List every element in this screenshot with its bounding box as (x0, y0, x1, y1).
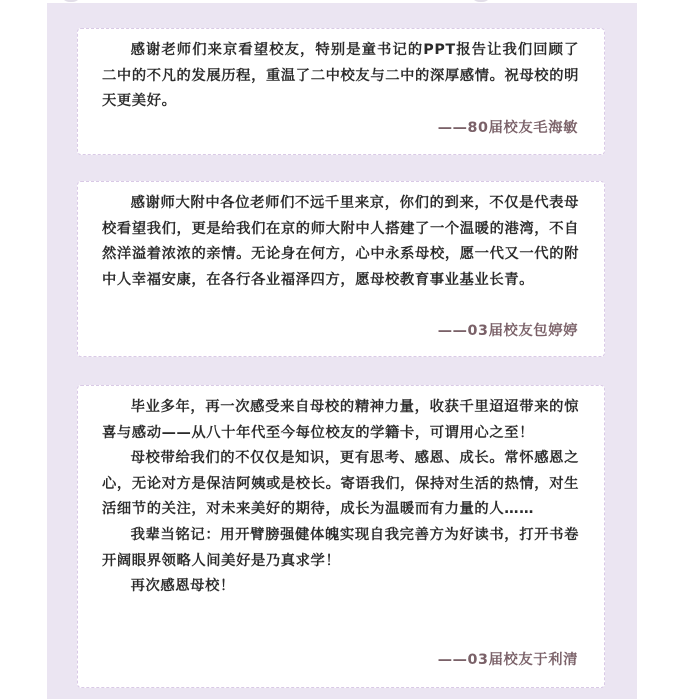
message-paragraph: 母校带给我们的不仅仅是知识，更有思考、感恩、成长。常怀感恩之心，无论对方是保洁阿姨或是校长。寄语我们，保持对生活的热情，对生活细节的关注，对未来美好的期待，成长为温暖而有力量的人…… (102, 450, 579, 518)
message-card-1 (77, 28, 605, 155)
message-text: 感谢老师们来京看望校友，特别是童书记的PPT报告让我们回顾了二中的不凡的发展历程，重温了二中校友与二中的深厚感情。祝母校的明天更美好。 (102, 42, 579, 110)
message-paragraph: 毕业多年，再一次感受来自母校的精神力量，收获千里迢迢带来的惊喜与感动——从八十年代至今每位校友的学籍卡，可谓用心之至！ (102, 399, 579, 441)
decorative-shape-left (60, 0, 82, 2)
message-paragraph: 再次感恩母校！ (130, 578, 235, 595)
message-signature: ——03届校友包婷婷 (437, 323, 578, 339)
message-paragraph: 我辈当铭记：用开臂膀强健体魄实现自我完善方为好读书，打开书卷开阔眼界领略人间美好是乃真求学！ (102, 526, 579, 569)
message-text: 感谢师大附中各位老师们不远千里来京，你们的到来，不仅是代表母校看望我们，更是给我们在京的师大附中人搭建了一个温暖的港湾，不自然洋溢着浓浓的亲情。无论身在何方，心中永系母校，愿一代又一代的附中人幸福安康，在各行各业福泽四方，愿母校教育事业基业长青。 (102, 195, 579, 288)
message-signature: ——80届校友毛海敏 (437, 120, 578, 136)
message-signature: ——03届校友于利清 (437, 652, 578, 668)
decorative-shape-right (470, 0, 492, 2)
message-card-2 (77, 181, 605, 357)
message-card-3 (77, 385, 605, 688)
